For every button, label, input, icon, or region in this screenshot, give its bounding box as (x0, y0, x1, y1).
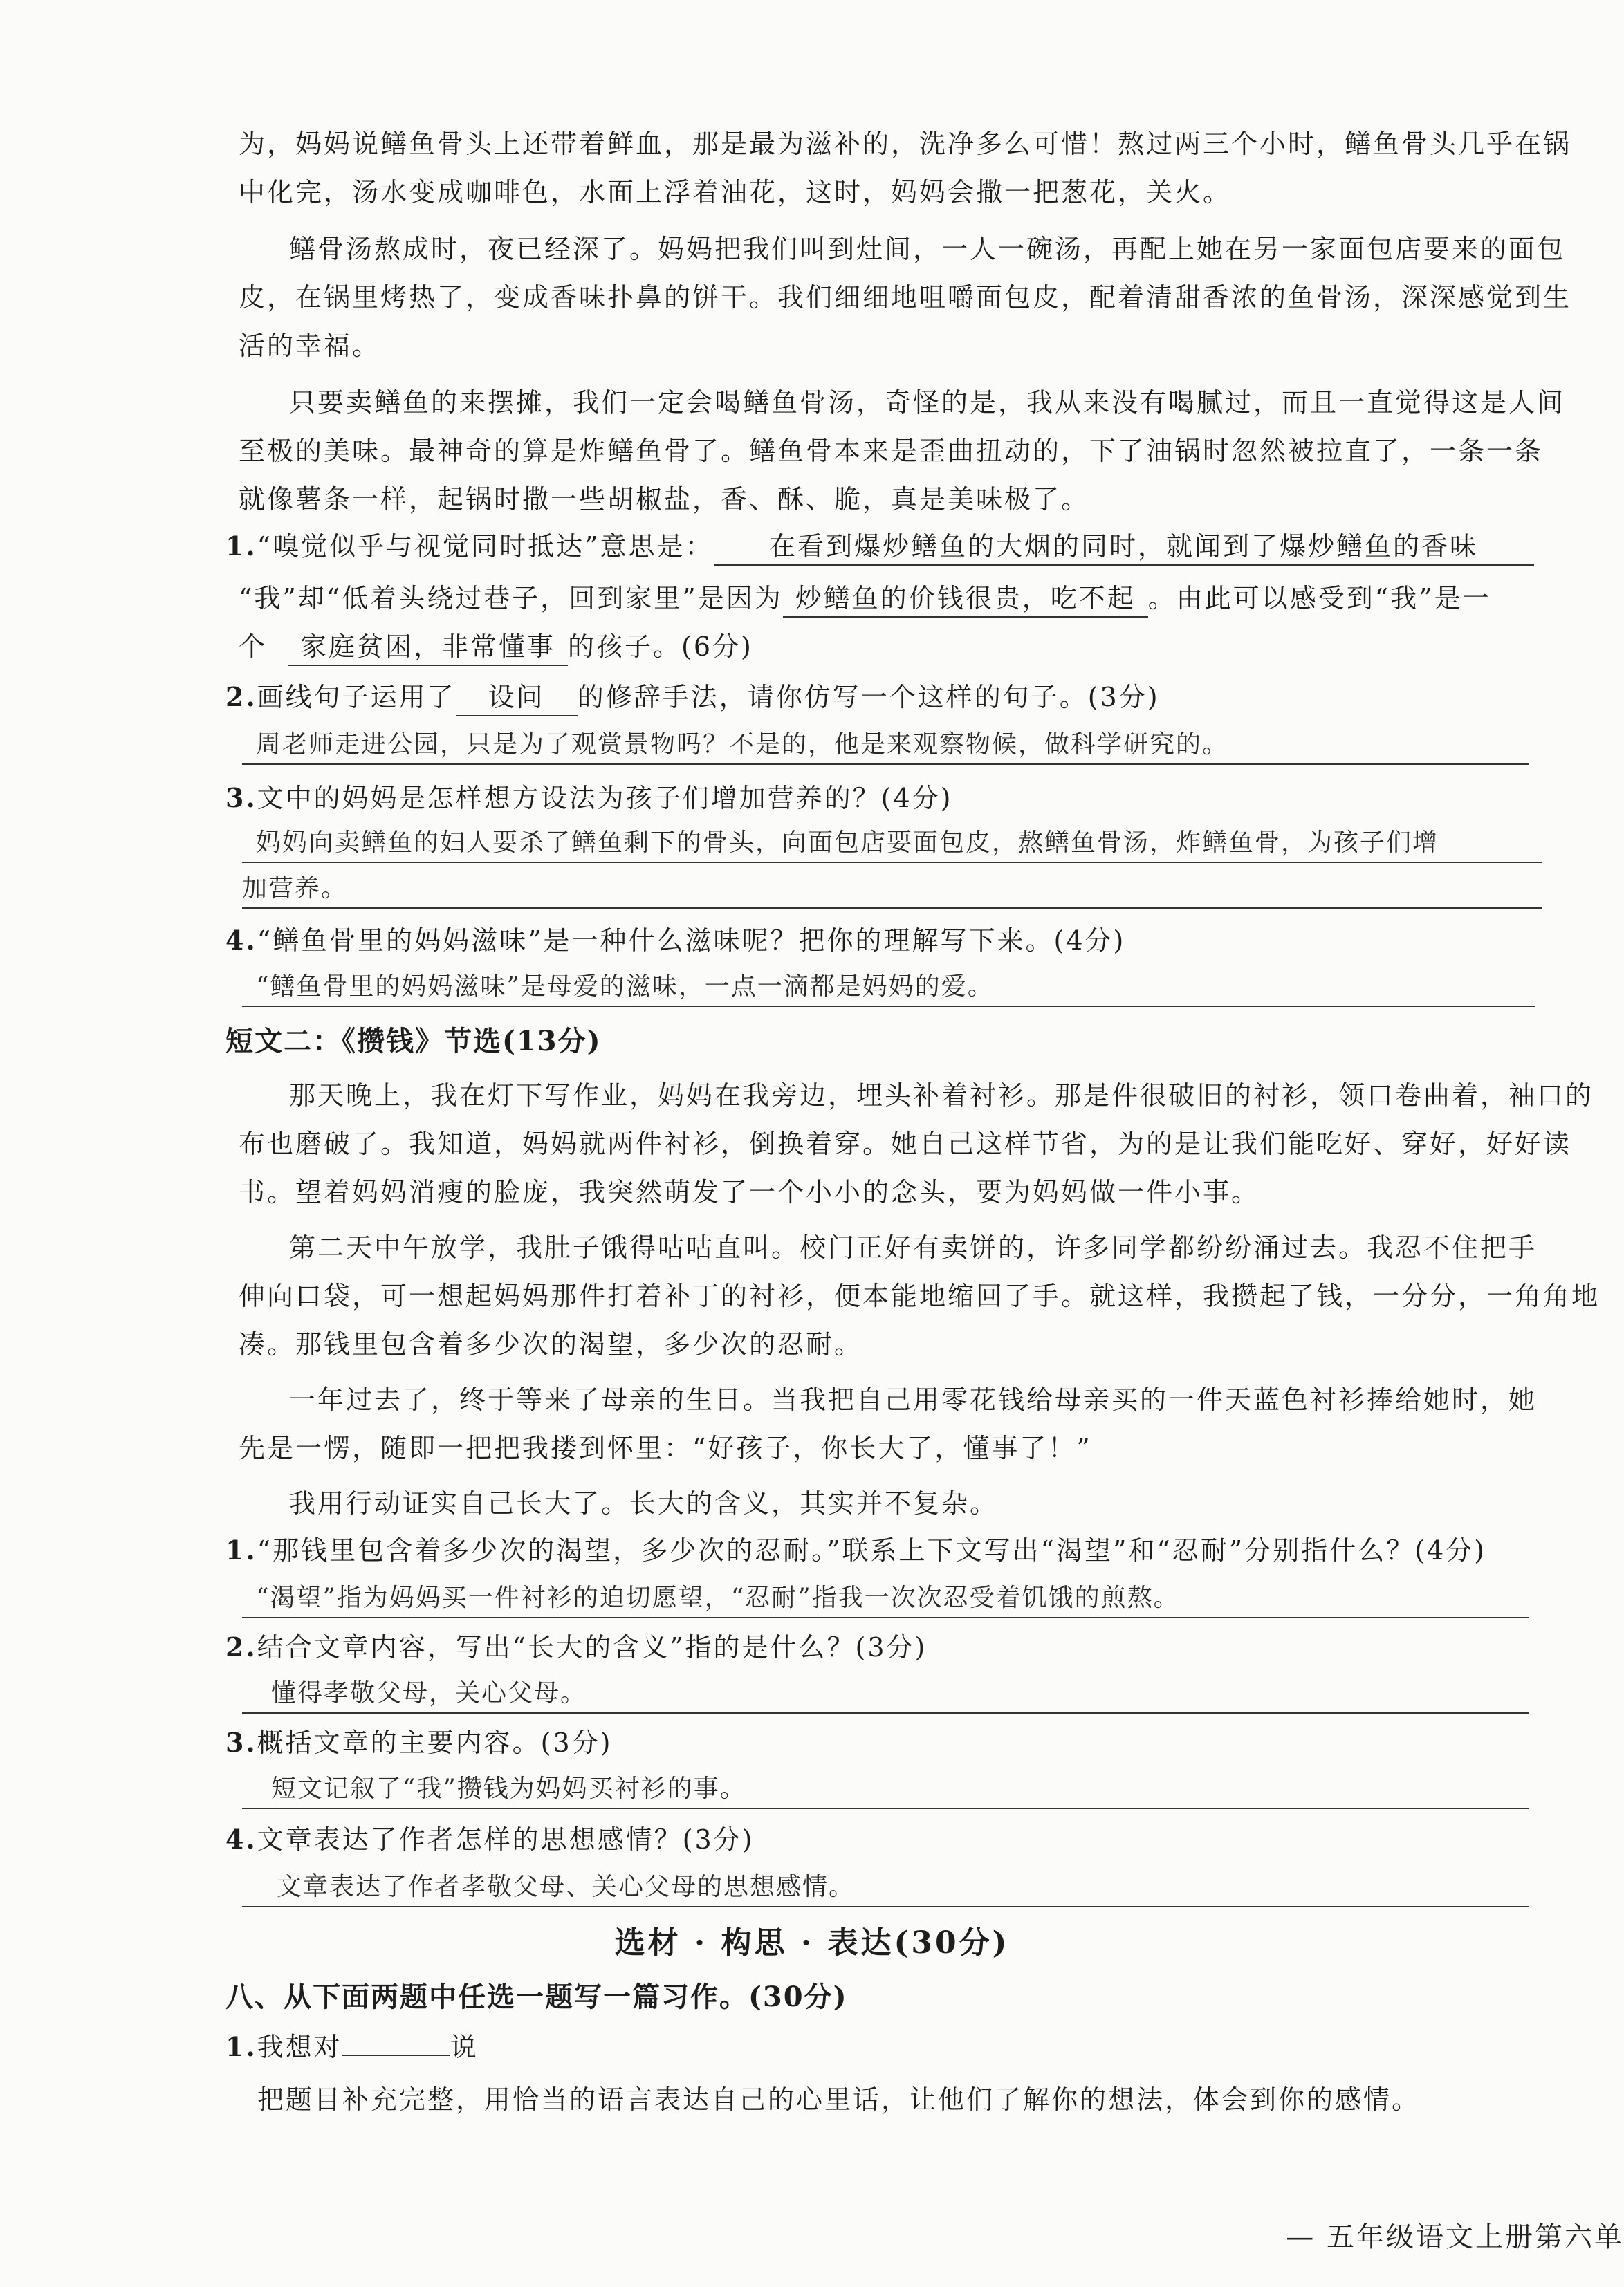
section-title: 选材 · 构思 · 表达(30分) (614, 1925, 1010, 1961)
answer-text[interactable]: 短文记叙了“我”攒钱为妈妈买衬衫的事。 (271, 1775, 746, 1803)
answer-text[interactable]: “鳝鱼骨里的妈妈滋味”是母爱的滋味，一点一滴都是妈妈的爱。 (256, 972, 994, 1001)
p2-question-1 (225, 1530, 1486, 1571)
passage2-line: 伸向口袋，可一想起妈妈那件打着补丁的衬衫，便本能地缩回了手。就这样，我攒起了钱，一分分，一角角地 (239, 1281, 1600, 1311)
question-number: 4. (225, 925, 257, 956)
answer-text[interactable]: 懂得孝敬父母，关心父母。 (271, 1679, 587, 1707)
question-1-line2 (239, 577, 1491, 619)
answer-underline (242, 763, 1529, 765)
item-text: 说 (450, 2032, 479, 2062)
question-text: 文中的妈妈是怎样想方设法为孩子们增加营养的？(4分) (257, 783, 953, 813)
answer-text[interactable]: 文章表达了作者孝敬父母、关心父母的思想感情。 (277, 1873, 856, 1901)
question-number: 1. (225, 2031, 257, 2062)
passage1-line: 中化完，汤水变成咖啡色，水面上浮着油花，这时，妈妈会撒一把葱花，关火。 (239, 177, 1232, 207)
answer-underline (242, 1006, 1535, 1007)
item-text: 我想对 (257, 2032, 342, 2062)
passage1-line: 只要卖鳝鱼的来摆摊，我们一定会喝鳝鱼骨汤，奇怪的是，我从来没有喝腻过，而且一直觉得这是人间 (289, 387, 1566, 418)
passage2-line: 那天晚上，我在灯下写作业，妈妈在我旁边，埋头补着衬衫。那是件很破旧的衬衫，领口卷曲着，袖口的 (289, 1080, 1594, 1111)
p2-question-3 (225, 1722, 613, 1763)
task-8-description: 把题目补充完整，用恰当的语言表达自己的心里话，让他们了解你的想法，体会到你的感情。 (257, 2084, 1421, 2115)
question-text: 画线句子运用了 (257, 682, 456, 712)
question-text: 文章表达了作者怎样的思想感情？(3分) (257, 1824, 755, 1855)
passage1-line: 至极的美味。最神奇的算是炸鳝鱼骨了。鳝鱼骨本来是歪曲扭动的，下了油锅时忽然被拉直了，一条一条 (239, 436, 1544, 466)
question-text: “我”却“低着头绕过巷子，回到家里”是因为 (239, 583, 783, 613)
passage2-line: 布也磨破了。我知道，妈妈就两件衬衫，倒换着穿。她自己这样节省，为的是让我们能吃好、穿好，好好读 (239, 1129, 1572, 1159)
answer-underline (242, 1617, 1529, 1618)
answer-blank[interactable]: 炒鳝鱼的价钱很贵，吃不起 (783, 580, 1148, 618)
answer-blank[interactable]: 家庭贫困，非常懂事 (288, 629, 568, 666)
passage2-line: 凑。那钱里包含着多少次的渴望，多少次的忍耐。 (239, 1329, 863, 1360)
answer-underline (242, 1808, 1529, 1809)
passage2-line: 一年过去了，终于等来了母亲的生日。当我把自己用零花钱给母亲买的一件天蓝色衬衫捧给她时，她 (289, 1385, 1538, 1415)
question-3 (225, 777, 953, 819)
passage2-line: 先是一愣，随即一把把我搂到怀里：“好孩子，你长大了，懂事了！” (239, 1433, 1092, 1463)
passage1-line: 活的幸福。 (239, 331, 381, 361)
fill-blank[interactable] (342, 2055, 450, 2056)
passage2-line: 第二天中午放学，我肚子饿得咕咕直叫。校门正好有卖饼的，许多同学都纷纷涌过去。我忍不住把手 (289, 1232, 1538, 1263)
page-footer: — 五年级语文上册第六单 (1286, 2221, 1624, 2253)
answer-text[interactable]: 妈妈向卖鳝鱼的妇人要杀了鳝鱼剩下的骨头，向面包店要面包皮，熬鳝鱼骨汤，炸鳝鱼骨，为孩子们增 (256, 828, 1439, 857)
passage1-line: 皮，在锅里烤热了，变成香味扑鼻的饼干。我们细细地咀嚼面包皮，配着清甜香浓的鱼骨汤，深深感觉到生 (239, 282, 1572, 313)
question-text: “嗅觉似乎与视觉同时抵达”意思是： (257, 531, 714, 562)
task-8-title: 八、从下面两题中任选一题写一篇习作。(30分) (225, 1981, 848, 2013)
answer-underline (242, 1712, 1529, 1714)
question-number: 1. (225, 530, 257, 562)
question-number: 1. (225, 1535, 257, 1566)
question-number: 2. (225, 1631, 257, 1663)
question-text: 的孩子。(6分) (568, 631, 753, 662)
passage1-line: 为，妈妈说鳝鱼骨头上还带着鲜血，那是最为滋补的，洗净多么可惜！熬过两三个小时，鳝鱼骨头几乎在锅 (239, 129, 1572, 159)
answer-text[interactable]: 加营养。 (242, 874, 348, 902)
answer-text[interactable]: “渴望”指为妈妈买一件衬衫的迫切愿望，“忍耐”指我一次次忍受着饥饿的煎熬。 (256, 1584, 1180, 1612)
question-text: 的修辞手法，请你仿写一个这样的句子。(3分) (577, 682, 1160, 712)
question-1 (225, 526, 1534, 567)
question-number: 3. (225, 1727, 257, 1758)
question-text: 个 (239, 631, 268, 662)
question-4 (225, 920, 1125, 961)
question-text: “鳝鱼骨里的妈妈滋味”是一种什么滋味呢？把你的理解写下来。(4分) (257, 925, 1126, 956)
passage2-line: 书。望着妈妈消瘦的脸庞，我突然萌发了一个小小的念头，要为妈妈做一件小事。 (239, 1177, 1260, 1207)
answer-blank[interactable]: 在看到爆炒鳝鱼的大烟的同时，就闻到了爆炒鳝鱼的香味 (714, 528, 1534, 566)
question-text: 。由此可以感受到“我”是一 (1147, 583, 1491, 613)
question-text: 概括文章的主要内容。(3分) (257, 1728, 613, 1758)
question-text: “那钱里包含着多少次的渴望，多少次的忍耐。”联系上下文写出“渴望”和“忍耐”分别指什么？(4分) (257, 1535, 1487, 1566)
question-number: 2. (225, 681, 257, 712)
p2-question-2 (225, 1627, 927, 1668)
p2-question-4 (225, 1819, 755, 1860)
question-1-line3 (239, 626, 753, 667)
question-text: 结合文章内容，写出“长大的含义”指的是什么？(3分) (257, 1632, 928, 1663)
passage1-line: 就像薯条一样，起锅时撒一些胡椒盐，香、酥、脆，真是美味极了。 (239, 484, 1090, 515)
question-2 (225, 676, 1160, 718)
answer-underline (242, 862, 1542, 863)
passage2-line: 我用行动证实自己长大了。长大的含义，其实并不复杂。 (289, 1488, 999, 1519)
question-number: 3. (225, 782, 257, 813)
answer-underline (242, 907, 1542, 909)
answer-blank[interactable]: 设问 (456, 679, 578, 716)
passage1-line: 鳝骨汤熬成时，夜已经深了。妈妈把我们叫到灶间，一人一碗汤，再配上她在另一家面包店要来的面包 (289, 234, 1566, 264)
answer-text[interactable]: 周老师走进公园，只是为了观赏景物吗？不是的，他是来观察物候，做科学研究的。 (256, 730, 1229, 759)
answer-underline (242, 1906, 1529, 1907)
question-number: 4. (225, 1824, 257, 1855)
task-8-item-1 (225, 2026, 479, 2068)
passage2-title: 短文二：《攒钱》节选(13分) (225, 1025, 602, 1057)
